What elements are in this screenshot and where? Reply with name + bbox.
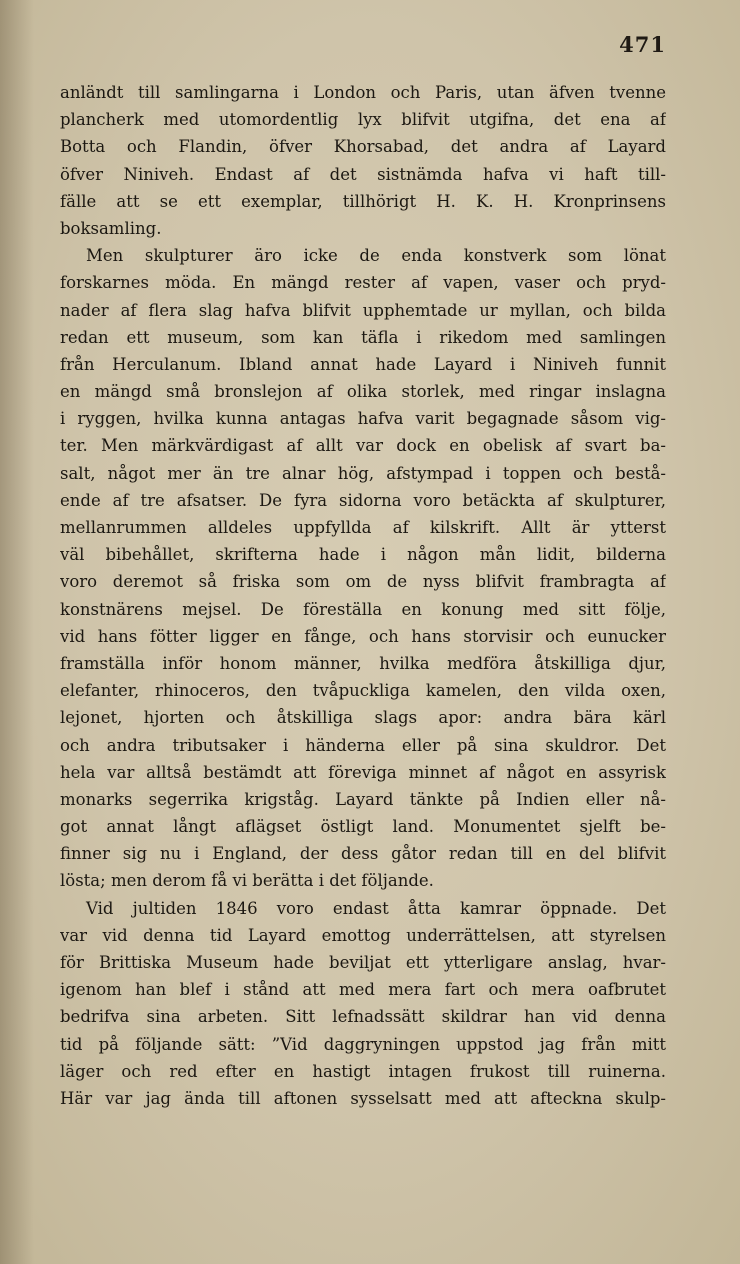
text-line: redan ett museum, som kan täfla i rikedom med samlingen — [60, 327, 666, 347]
text-line: Här var jag ända till aftonen sysselsatt med att afteckna skulp- — [60, 1088, 666, 1108]
text-line: Vid jultiden 1846 voro endast åtta kamrar öppnade. Det — [86, 898, 666, 918]
text-line: en mängd små bronslejon af olika storlek, med ringar inslagna — [60, 382, 666, 402]
text-line: vid hans fötter ligger en fånge, och hans storvisir och eunucker — [60, 626, 666, 646]
text-line: monarks segerrika krigståg. Layard tänkte på Indien eller nå- — [60, 789, 666, 809]
text-line: Men skulpturer äro icke de enda konstverk som lönat — [86, 246, 666, 266]
page-number: 471 — [619, 32, 666, 57]
text-line: framställa inför honom männer, hvilka medföra åtskilliga djur, — [60, 653, 666, 673]
text-line: mellanrummen alldeles uppfyllda af kilskrift. Allt är ytterst — [60, 518, 666, 537]
text-line: i ryggen, hvilka kunna antagas hafva varit begagnade såsom vig- — [60, 409, 666, 429]
gutter-shadow — [0, 0, 34, 1264]
text-line: got annat långt aflägset östligt land. Monumentet sjelft be- — [60, 817, 666, 837]
text-line: lejonet, hjorten och åtskilliga slags apor: andra bära kärl — [60, 708, 666, 728]
text-line: var vid denna tid Layard emottog underrättelsen, att styrelsen — [60, 925, 666, 945]
text-line: och andra tributsaker i händerna eller på sina skuldror. Det — [60, 735, 666, 755]
text-line: läger och red efter en hastigt intagen frukost till ruinerna. — [60, 1061, 666, 1081]
text-line: från Herculanum. Ibland annat hade Layard i Niniveh funnit — [60, 354, 666, 374]
text-line: Botta och Flandin, öfver Khorsabad, det andra af Layard — [60, 137, 666, 157]
text-line: forskarnes möda. En mängd rester af vapen, vaser och pryd- — [60, 273, 666, 293]
text-line: väl bibehållet, skrifterna hade i någon mån lidit, bilderna — [60, 545, 666, 565]
text-line: plancherk med utomordentlig lyx blifvit utgifna, det ena af — [60, 110, 666, 130]
text-line: boksamling. — [60, 218, 162, 238]
text-line: fälle att se ett exemplar, tillhörigt H. K. H. Kronprinsens — [60, 191, 666, 211]
text-line: konstnärens mejsel. De föreställa en konung med sitt följe, — [60, 599, 666, 619]
text-line: igenom han blef i stånd att med mera fart och mera oafbrutet — [60, 980, 666, 1000]
text-line: ende af tre afsatser. De fyra sidorna voro betäckta af skulpturer, — [60, 490, 666, 510]
text-line: finner sig nu i England, der dess gåtor redan till en del blifvit — [60, 844, 666, 864]
text-line: tid på följande sätt: ”Vid daggryningen uppstod jag från mitt — [60, 1034, 666, 1054]
text-line: anländt till samlingarna i London och Paris, utan äfven tvenne — [60, 83, 666, 102]
text-line: elefanter, rhinoceros, den tvåpuckliga kamelen, den vilda oxen, — [60, 681, 666, 701]
text-line: salt, något mer än tre alnar hög, afstympad i toppen och bestå- — [60, 463, 666, 483]
text-line: voro deremot så friska som om de nyss blifvit frambragta af — [60, 572, 666, 592]
text-line: för Brittiska Museum hade beviljat ett ytterligare anslag, hvar- — [60, 953, 666, 972]
text-line: ter. Men märkvärdigast af allt var dock en obelisk af svart ba- — [60, 436, 666, 456]
text-line: nader af flera slag hafva blifvit upphemtade ur myllan, och bilda — [60, 300, 666, 320]
text-line: bedrifva sina arbeten. Sitt lefnadssätt skildrar han vid denna — [60, 1007, 666, 1027]
text-line: öfver Niniveh. Endast af det sistnämda hafva vi haft till- — [60, 164, 666, 184]
body-text — [60, 79, 666, 1112]
text-line: lösta; men derom få vi berätta i det följande. — [60, 871, 434, 891]
text-line: hela var alltså bestämdt att föreviga minnet af något en assyrisk — [60, 762, 666, 782]
